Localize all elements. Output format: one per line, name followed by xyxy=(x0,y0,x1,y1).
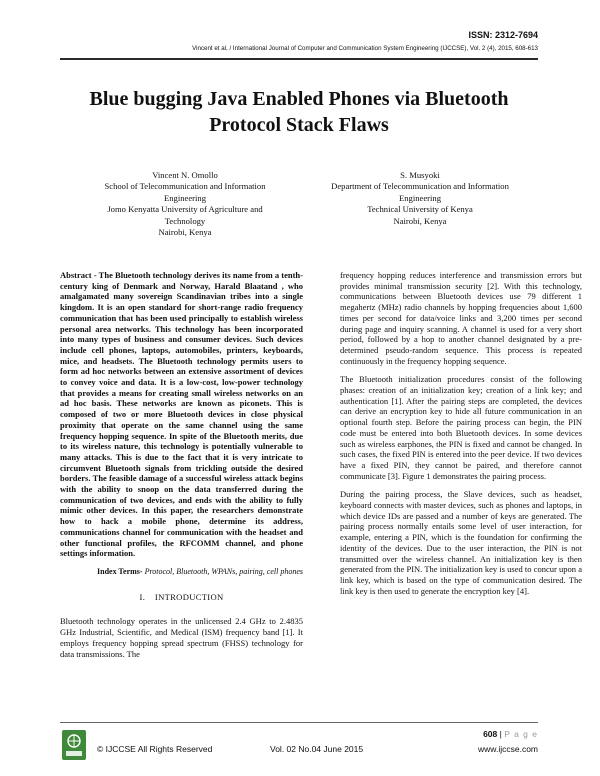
author-affiliation: Engineering xyxy=(399,192,441,203)
title-line-2: Protocol Stack Flaws xyxy=(209,114,389,136)
index-terms-list: Protocol, Bluetooth, WPANs, pairing, cell phones xyxy=(142,566,303,576)
page-word: P a g e xyxy=(504,729,538,739)
footer-copyright: © IJCCSE All Rights Reserved xyxy=(97,744,213,754)
title-line-1: Blue bugging Java Enabled Phones via Bluetooth xyxy=(89,88,509,110)
author-affiliation: Department of Telecommunication and Information xyxy=(331,181,509,192)
issn: ISSN: 2312-7694 xyxy=(468,30,538,40)
author-affiliation: Jomo Kenyatta University of Agriculture and xyxy=(107,204,263,215)
page-separator: | xyxy=(497,729,505,739)
author-name: Vincent N. Omollo xyxy=(152,170,218,180)
body-paragraph: The Bluetooth initialization procedures consist of the following phases: creation of an initialization key; creation of a link key; and authentication [1]. After the pairing steps are completed, the devices can derive an encryption key to hide all future communication in an optional fourth step. Before the pairing process can begin, the PIN code must be entered into both Bluetooth devices. In some devices such as wireless earphones, the PIN is fixed and cannot be changed. In such cases, the fixed PIN is entered into the peer device. If two devices have a fixed PIN, they cannot be paired, and therefore cannot communicate [3]. Figure 1 demonstrates the pairing process. xyxy=(340,374,582,481)
right-column xyxy=(340,270,582,604)
body-paragraph: During the pairing process, the Slave devices, such as headset, keyboard connects with master devices, such as phones and laptops, in which device IDs are passed and a number of keys are generated. The pairing process normally entails some level of user interaction, for example, entering a PIN, which is the foundation for confirming the identity of the devices. Due to the user interaction, the PIN is not transmitted over the wireless channel. An initialization key is then generated from the PIN. The initialization key is used to concur upon a link key, which is based on the type of communication desired. The link key is then used to generate the encryption key [4]. xyxy=(340,489,582,596)
header-rule xyxy=(60,58,538,60)
author-location: Nairobi, Kenya xyxy=(393,215,447,226)
journal-logo-icon xyxy=(62,730,86,760)
author-name: S. Musyoki xyxy=(400,170,440,180)
footer-volume: Vol. 02 No.04 June 2015 xyxy=(270,744,364,754)
body-paragraph: frequency hopping reduces interference and transmission errors but provides minimal transmission security [2]. With this technology, communications between Bluetooth devices use 79 different 1 megahertz (MHz) radio channels by hopping frequencies about 1,600 times per second for data/voice links and 3,200 times per second during page and inquiry scanning. A channel is used for a very short period, followed by a hop to another channel designated by a pre-determined pseudo-random sequence. This process is repeated continuously in the frequency hopping sequence. xyxy=(340,270,582,366)
author-affiliation: Engineering xyxy=(164,192,206,203)
index-terms xyxy=(60,567,303,578)
page-number: 608 xyxy=(483,729,498,739)
left-column xyxy=(60,270,303,667)
footer-rule xyxy=(60,722,538,723)
abstract: Abstract - The Bluetooth technology derives its name from a tenth-century king of Denmark and Norway, Harald Blaatand , who amalgamated many sovereign Scandinavian tribes into a single kingdom. It is an open standard for short-range radio frequency communication that has been used principally to establish wireless personal area networks. This technology has been incorporated into many types of business and consumer devices. Such devices include cell phones, laptops, automobiles, printers, keyboards, mice, and headsets. The Bluetooth technology permits users to form ad hoc networks between an extensive assortment of devices to convey voice and data. It is a low-cost, low-power technology that provides a means for creating small wireless networks on an ad hoc basis. These networks are known as piconets. This is composed of two or more Bluetooth devices in close physical proximity that operate on the same channel using the same frequency hopping sequence. In spite of the Bluetooth merits, due to its wireless nature, this technology is potentially vulnerable to many attacks. This is due to the fact that it is very intricate to circumvent Bluetooth signals from trickling outside the desired borders. The feasible damage of a successful wireless attack begins with the ability to snoop on the data transferred during the communication of two devices, and ends with the ability to fully mimic other devices. In this paper, the researchers demonstrate how to hack a mobile phone, determine its address, communications channel for communication with the headset and other functional profiles, the RFCOMM channel, and phone settings information. xyxy=(60,270,303,559)
running-citation: Vincent et al, / International Journal of Computer and Communication System Engineering (IJCCSE), Vol. 2 (4), 2015, 608-613 xyxy=(192,45,538,52)
author-block-1 xyxy=(80,170,290,238)
footer-website[interactable]: www.ijccse.com xyxy=(478,744,538,754)
author-block-2 xyxy=(320,170,520,227)
author-affiliation: School of Telecommunication and Information xyxy=(104,181,266,192)
footer-page-number xyxy=(483,729,538,739)
author-affiliation: Technology xyxy=(164,215,206,226)
section-heading-introduction: I. INTRODUCTION xyxy=(139,591,224,602)
author-affiliation: Technical University of Kenya xyxy=(367,204,473,215)
author-location: Nairobi, Kenya xyxy=(158,227,212,238)
intro-paragraph: Bluetooth technology operates in the unlicensed 2.4 GHz to 2.4835 GHz Industrial, Scientific, and Medical (ISM) frequency band [1]. It employs frequency hopping spread spectrum (FHSS) technology for data transmissions. The xyxy=(60,616,303,659)
index-terms-label: Index Terms- xyxy=(97,566,143,576)
paper-title xyxy=(60,86,538,138)
